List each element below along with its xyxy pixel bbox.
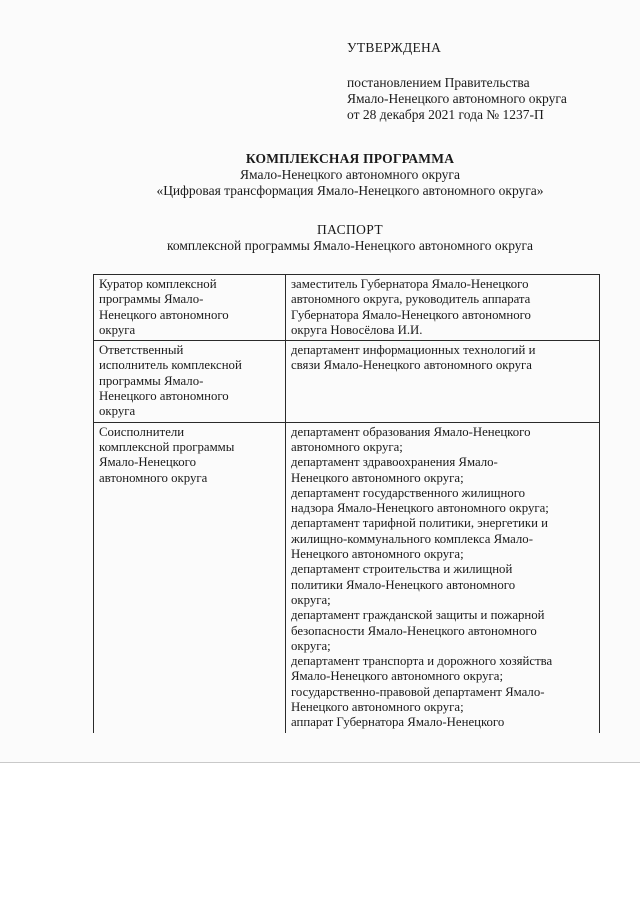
- approved-heading: УТВЕРЖДЕНА: [347, 40, 442, 55]
- passport-heading: ПАСПОРТ: [316, 222, 384, 237]
- row-label-coexecutors: Соисполнители комплексной программы Ямало-Ненецкого автономного округа: [94, 422, 286, 732]
- table-row: [94, 341, 600, 422]
- row-value-coexecutors: департамент образования Ямало-Ненецкого автономного округа; департамент здравоохранения Ямало- Ненецкого автономного округа; департамент государственного жилищного надзора Ямало-Ненецкого автономного округа; департамент тарифной политики, энергетики и жилищно-коммунального комплекса Ямало- Ненецкого автономного округа; департамент строительства и жилищной политики Ямало-Ненецкого автономного округа; департамент гражданской защиты и пожарной безопасности Ямало-Ненецкого автономного округа; департамент транспорта и дорожного хозяйства Ямало-Ненецкого автономного округа; государственно-правовой департамент Ямало- Ненецкого автономного округа; аппарат Губернатора Ямало-Ненецкого: [286, 422, 600, 732]
- program-title: КОМПЛЕКСНАЯ ПРОГРАММА: [245, 151, 455, 166]
- approval-stamp-block: [347, 40, 632, 123]
- program-title-block: [60, 151, 640, 199]
- row-value-curator: заместитель Губернатора Ямало-Ненецкого автономного округа, руководитель аппарата Губернатора Ямало-Ненецкого автономного округа Новосёлова И.И.: [286, 275, 600, 341]
- passport-table: [93, 274, 600, 733]
- row-label-responsible: Ответственный исполнитель комплексной программы Ямало- Ненецкого автономного округа: [94, 341, 286, 422]
- program-name: «Цифровая трансформация Ямало-Ненецкого автономного округа»: [156, 183, 544, 198]
- row-value-responsible: департамент информационных технологий и связи Ямало-Ненецкого автономного округа: [286, 341, 600, 422]
- passport-title-block: [60, 222, 640, 254]
- passport-subheading: комплексной программы Ямало-Ненецкого автономного округа: [166, 238, 534, 253]
- table-row: [94, 275, 600, 341]
- table-row: [94, 422, 600, 732]
- approval-line: Ямало-Ненецкого автономного округа: [347, 91, 567, 106]
- row-label-curator: Куратор комплексной программы Ямало- Ненецкого автономного округа: [94, 275, 286, 341]
- approval-line: постановлением Правительства: [347, 75, 530, 90]
- program-subtitle: Ямало-Ненецкого автономного округа: [240, 167, 460, 182]
- approval-line: от 28 декабря 2021 года № 1237-П: [347, 107, 544, 122]
